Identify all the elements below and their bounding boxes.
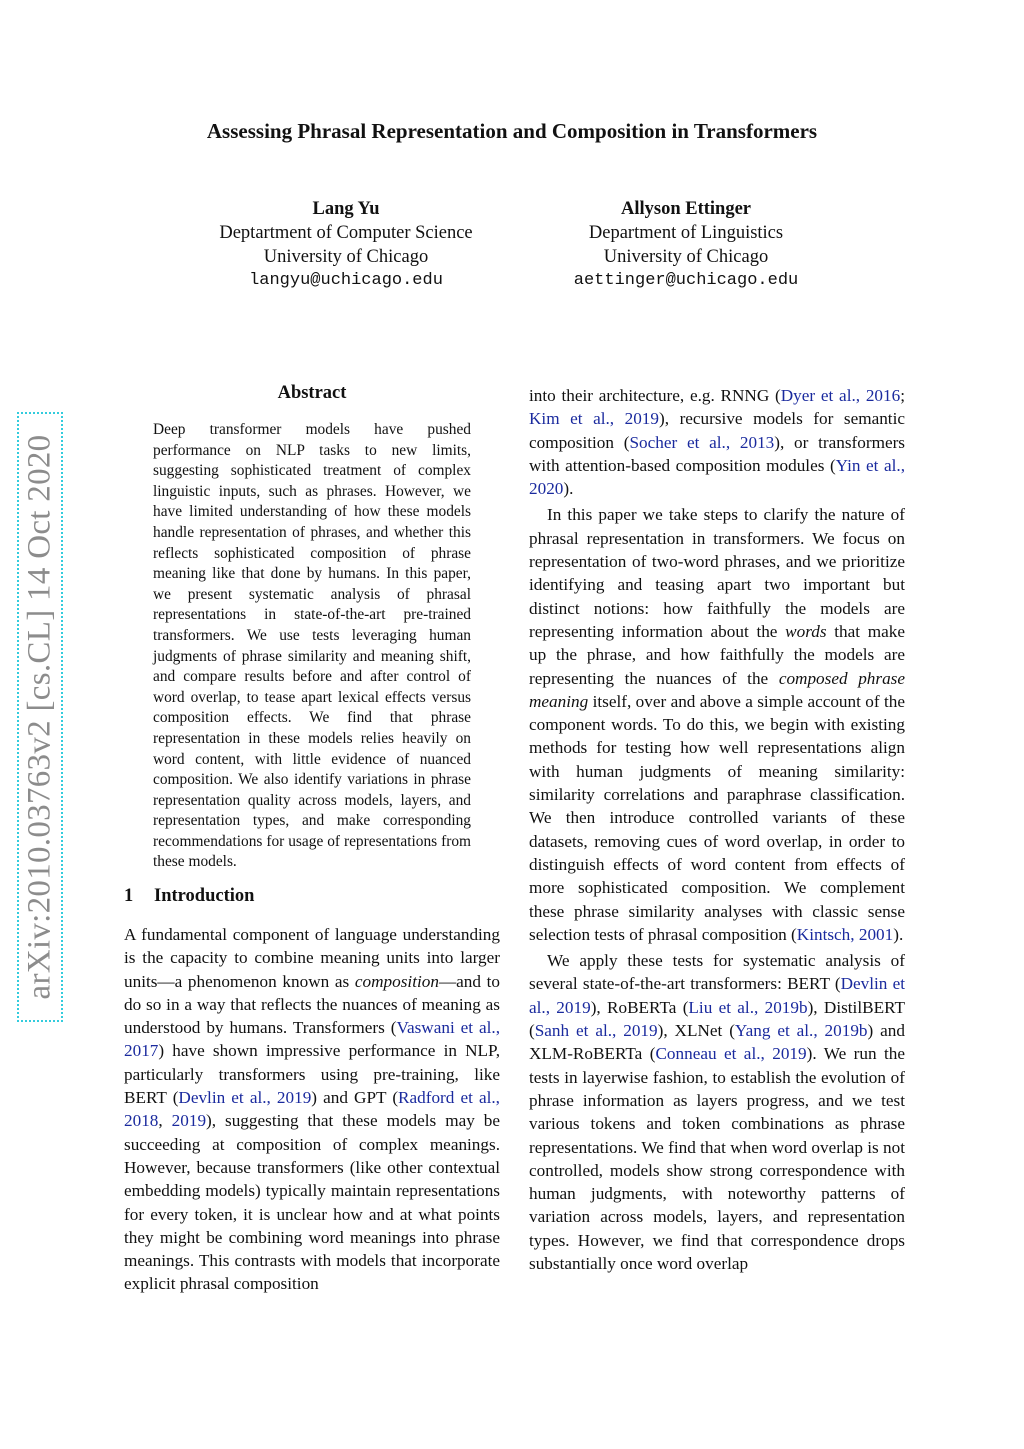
emphasis-text: composed phrase meaning xyxy=(529,668,905,711)
text-run: ), RoBERTa ( xyxy=(590,997,689,1017)
text-run: ). xyxy=(893,924,904,944)
author-email[interactable]: langyu@uchicago.edu xyxy=(249,271,443,290)
citation-link[interactable]: Devlin et al., 2019 xyxy=(529,974,905,1017)
citation-link[interactable]: Yin et al., 2020 xyxy=(529,455,905,499)
intro-paragraph-1 xyxy=(124,923,500,1296)
text-run: ) and XLM-RoBERTa ( xyxy=(529,1021,905,1064)
author-name: Allyson Ettinger xyxy=(620,199,751,219)
arxiv-identifier-text: arXiv:2010.03763v2 [cs.CL] 14 Oct 2020 xyxy=(21,434,58,1000)
text-run: ), XLNet ( xyxy=(657,1021,735,1041)
paper-title: Assessing Phrasal Representation and Composition in Transformers xyxy=(206,119,818,143)
text-run: ) and GPT ( xyxy=(311,1088,399,1108)
right-column xyxy=(529,384,905,1275)
citation-link[interactable]: Kintsch, 2001 xyxy=(796,924,894,944)
text-run: ). xyxy=(563,479,574,499)
author-department: Department of Linguistics xyxy=(588,223,784,243)
arxiv-identifier-stamp[interactable] xyxy=(17,412,63,1022)
author-block-2 xyxy=(526,197,846,293)
text-run: —and to do so in a way that reflects the nuances of meaning as understood by humans. Transformers ( xyxy=(124,971,501,1038)
section-heading-introduction xyxy=(124,886,254,907)
abstract-text: Deep transformer models have pushed performance on NLP tasks to new limits, suggesting sophisticated treatment of complex linguistic inputs, such as phrases. However, we have limited understanding of how these models handle representation of phrases, and whether this reflects sophisticated composition of phrase meaning like that done by humans. In this paper, we present systematic analysis of phrasal representations in state-of-the-art pre-trained transformers. We use tests leveraging human judgments of phrase similarity and meaning shift, and compare results before and after control of word overlap, to tease apart lexical effects versus composition effects. We find that phrase representation in these models relies heavily on word content, with little evidence of nuanced composition. We also identify variations in phrase representation quality across models, layers, and representation types, and make corresponding recommendations for usage of representations from these models. xyxy=(153,421,471,871)
text-run: We apply these tests for systematic analysis of several state-of-the-art transformers: BERT ( xyxy=(529,951,905,994)
text-run: that make up the phrase, and how faithfully the models are representing the nuances of the xyxy=(529,621,905,688)
text-run: ), DistilBERT ( xyxy=(529,997,905,1041)
intro-paragraph-continued xyxy=(529,384,905,500)
emphasis-text: words xyxy=(785,621,827,641)
text-run: ), suggesting that these models may be succeeding at composition of complex meanings. However, because transformers (like other contextual embedding models) typically maintain representations for every token, it is unclear how and at what points they might be combining word meanings into phrase meanings. This contrasts with models that incorporate explicit phrasal composition xyxy=(124,1111,500,1294)
text-run: In this paper we take steps to clarify the nature of phrasal representation in transformers. We focus on representation of two-word phrases, and we prioritize identifying and teasing apart two important but distinct notions: how faithfully the models are representing information about the xyxy=(529,505,905,641)
author-name: Lang Yu xyxy=(312,199,380,219)
text-run: ), recursive models for semantic composition ( xyxy=(529,409,905,452)
text-run: ; xyxy=(900,386,905,405)
citation-link[interactable]: Yang et al., 2019b xyxy=(734,1021,868,1041)
citation-link[interactable]: Socher et al., 2013 xyxy=(629,432,775,452)
emphasis-text: composition xyxy=(354,971,439,991)
text-run: ) have shown impressive performance in NLP, particularly transformers using pre-training, like BERT ( xyxy=(124,1041,500,1108)
citation-link[interactable]: Dyer et al., 2016 xyxy=(780,386,901,405)
intro-paragraph-3 xyxy=(529,949,905,1275)
section-number: 1 xyxy=(124,886,134,906)
citation-link[interactable]: Radford et al., 2018 xyxy=(124,1088,500,1131)
text-run: ). We run the tests in layerwise fashion, to establish the evolution of phrase information as layers progress, and we test various tokens and token combinations as phrase representations. We find that when word overlap is not controlled, models show strong correspondence with human judgments, with noteworthy patterns of variation across models, layers, and representation types. However, we find that correspondence drops substantially once word overlap xyxy=(529,1044,906,1273)
citation-link[interactable]: Liu et al., 2019b xyxy=(688,997,808,1017)
citation-link[interactable]: 2019 xyxy=(171,1111,207,1131)
text-run: , xyxy=(158,1111,172,1131)
author-university: University of Chicago xyxy=(603,247,769,267)
section-title: Introduction xyxy=(154,886,255,906)
author-department: Deptartment of Computer Science xyxy=(219,223,473,243)
citation-link[interactable]: Conneau et al., 2019 xyxy=(655,1044,807,1064)
text-run: itself, over and above a simple account of the component words. To do this, we begin with existing methods for testing how well representations align with human judgments of meaning similarity: similarity correlations and paraphrase classification. We then introduce controlled variants of these datasets, removing cues of word overlap, in order to distinguish effects of word content from effects of more sophisticated composition. We complement these phrase similarity analyses with classic sense selection tests of phrasal composition ( xyxy=(529,691,905,944)
citation-link[interactable]: Vaswani et al., 2017 xyxy=(124,1018,500,1061)
author-university: University of Chicago xyxy=(263,247,429,267)
intro-paragraph-2 xyxy=(529,503,905,946)
citation-link[interactable]: Sanh et al., 2019 xyxy=(534,1021,658,1041)
author-block-1 xyxy=(186,197,506,293)
citation-link[interactable]: Kim et al., 2019 xyxy=(529,409,659,429)
text-run: A fundamental component of language understanding is the capacity to combine meaning units into larger units—a phenomenon known as xyxy=(124,925,500,991)
author-email[interactable]: aettinger@uchicago.edu xyxy=(573,271,799,290)
abstract-heading: Abstract xyxy=(277,383,347,403)
citation-link[interactable]: Devlin et al., 2019 xyxy=(178,1088,312,1108)
text-run: ), or transformers with attention-based composition modules ( xyxy=(529,432,905,475)
text-run: into their architecture, e.g. RNNG ( xyxy=(529,386,781,405)
